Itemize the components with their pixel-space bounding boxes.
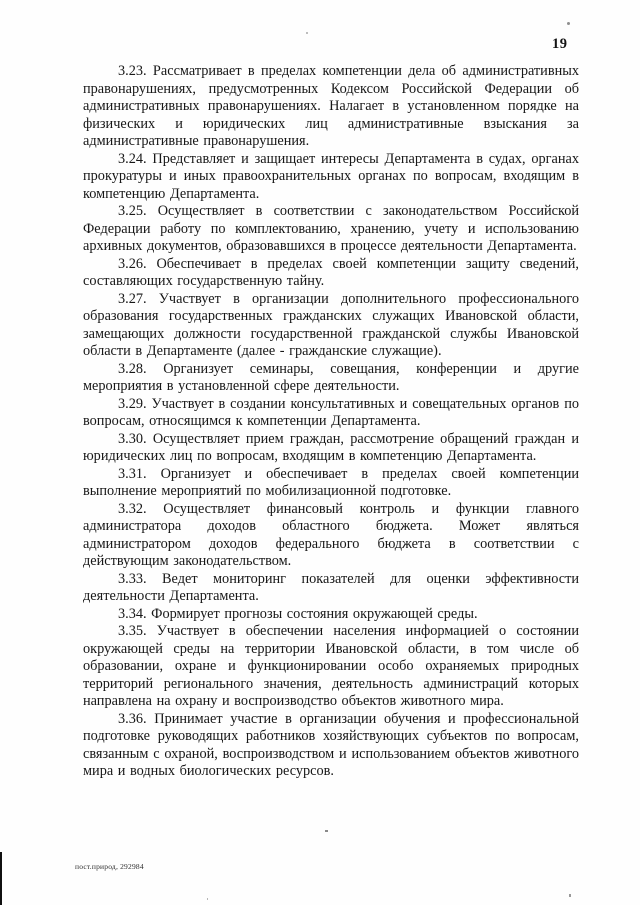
paragraph-3-24: 3.24. Представляет и защищает интересы Департамента в судах, органах прокуратуры и иных правоохранительных органах по вопросам, входящим в компетенцию Департамента. xyxy=(83,150,579,202)
paragraph-3-30: 3.30. Осуществляет прием граждан, рассмотрение обращений граждан и юридических лиц по вопросам, входящим в компетенцию Департамента. xyxy=(83,430,579,464)
paragraph-3-25: 3.25. Осуществляет в соответствии с законодательством Российской Федерации работу по комплектованию, хранению, учету и использованию архивных документов, образовавшихся в процессе деятельности Департамента. xyxy=(83,203,579,254)
paragraph-3-34: 3.34. Формирует прогнозы состояния окружающей среды. xyxy=(118,605,478,622)
scan-artifact-dot xyxy=(306,32,308,34)
scan-artifact-speck xyxy=(325,830,328,832)
paragraph-3-31: 3.31. Организует и обеспечивает в пределах своей компетенции выполнение мероприятий по мобилизационной подготовке. xyxy=(83,465,579,499)
paragraph-3-36: 3.36. Принимает участие в организации обучения и профессиональной подготовке руководящих работников хозяйствующих субъектов по вопросам, связанным с охраной, воспроизводством и использованием объектов животного мира и водных биологических ресурсов. xyxy=(83,710,579,779)
scan-artifact-left-edge-line xyxy=(0,852,2,905)
scan-artifact-dot xyxy=(567,22,570,25)
scan-artifact-speck xyxy=(207,898,208,900)
paragraph-3-29: 3.29. Участвует в создании консультативных и совещательных органов по вопросам, относящимся к компетенции Департамента. xyxy=(83,395,579,429)
scan-artifact-speck xyxy=(569,894,571,897)
paragraph-3-32: 3.32. Осуществляет финансовый контроль и функции главного администратора доходов областного бюджета. Может являться администратором доходов федерального бюджета в соответствии с действующим законодательством. xyxy=(83,500,579,569)
paragraph-3-35: 3.35. Участвует в обеспечении населения информацией о состоянии окружающей среды на территории Ивановской области, в том числе об образовании, охране и функционировании особо охраняемых природных территорий регионального значения, деятельность администраций которых направлена на охрану и воспроизводство объектов животного мира. xyxy=(83,623,579,709)
paragraph-3-26: 3.26. Обеспечивает в пределах своей компетенции защиту сведений, составляющих государственную тайну. xyxy=(83,255,579,289)
document-body xyxy=(83,63,579,781)
footer-note: пост.природ, 292984 xyxy=(75,862,144,871)
paragraph-3-33: 3.33. Ведет мониторинг показателей для оценки эффективности деятельности Департамента. xyxy=(83,570,579,604)
paragraph-3-23: 3.23. Рассматривает в пределах компетенции дела об административных правонарушениях, предусмотренных Кодексом Российской Федерации об административных правонарушениях. Налагает в установленном порядке на физических и юридических лиц административные взыскания за административные правонарушения. xyxy=(83,63,579,149)
paragraph-3-28: 3.28. Организует семинары, совещания, конференции и другие мероприятия в установленной сфере деятельности. xyxy=(83,360,579,394)
page-number: 19 xyxy=(552,36,568,52)
paragraph-3-27: 3.27. Участвует в организации дополнительного профессионального образования государственных гражданских служащих Ивановской области, замещающих должности государственной гражданской службы Ивановской области в Департаменте (далее - гражданские служащие). xyxy=(83,290,579,359)
